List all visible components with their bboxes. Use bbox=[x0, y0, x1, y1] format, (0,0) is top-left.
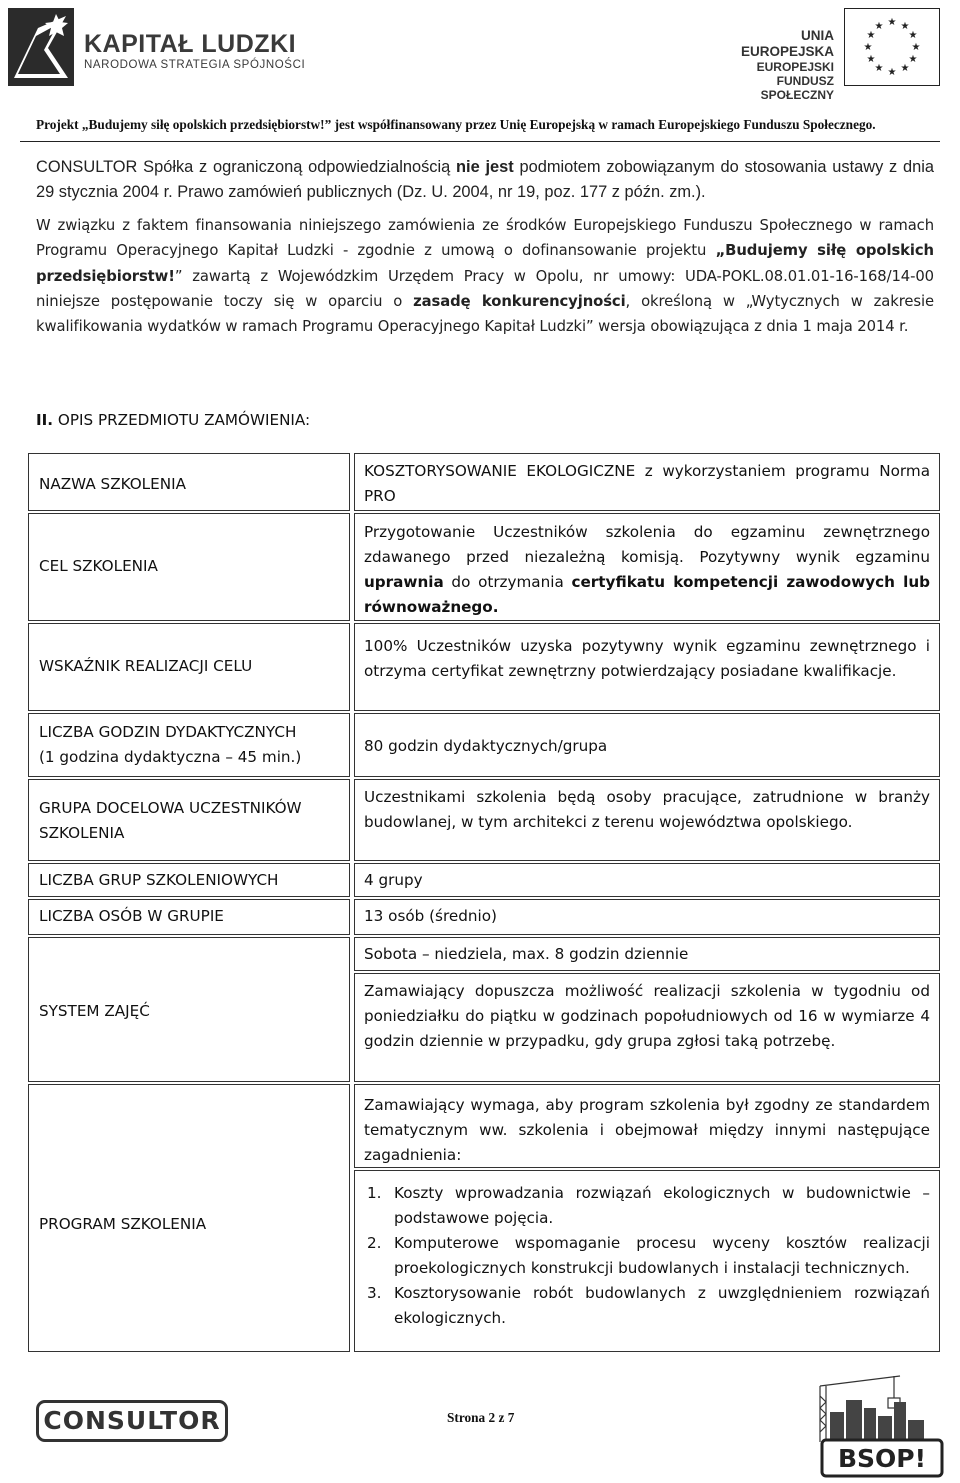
table-value-cell bbox=[354, 1084, 940, 1168]
table-row bbox=[28, 1084, 940, 1352]
table-value-cell bbox=[354, 899, 940, 935]
table-value-cell bbox=[354, 779, 940, 861]
svg-text:★: ★ bbox=[874, 63, 884, 74]
row-label: LICZBA GRUP SZKOLENIOWYCH bbox=[39, 871, 279, 889]
paragraph-funding bbox=[36, 213, 934, 339]
consultor-logo-text: CONSULTOR bbox=[43, 1406, 221, 1435]
row-value: 13 osób (średnio) bbox=[364, 907, 497, 925]
table-value-cell bbox=[354, 973, 940, 1082]
svg-text:★: ★ bbox=[908, 54, 918, 65]
r2-text-b: do otrzymania bbox=[443, 573, 572, 591]
table-row bbox=[28, 453, 940, 511]
table-label-cell bbox=[28, 623, 350, 711]
p1-text-b: podmiotem zobowiązanym do stosowania ustawy z dnia 29 stycznia 2004 r. Prawo zamówień publicznych (Dz. U. 2004, nr 19, poz. 177 z późn. zm.). bbox=[36, 158, 934, 202]
svg-text:★: ★ bbox=[866, 54, 876, 65]
table-label-cell bbox=[28, 779, 350, 861]
bsop-logo-text: BSOP! bbox=[837, 1444, 927, 1473]
list-item bbox=[364, 1181, 930, 1231]
kapital-ludzki-logo bbox=[8, 8, 74, 86]
section-heading bbox=[36, 411, 310, 429]
r2-bold-1: uprawnia bbox=[364, 573, 444, 591]
p1-bold: nie jest bbox=[456, 158, 514, 176]
table-value-cell bbox=[354, 623, 940, 711]
row-label: LICZBA OSÓB W GRUPIE bbox=[39, 907, 224, 925]
table-label-cell bbox=[28, 899, 350, 935]
r2-bold-2: certyfikatu kompetencji zawodowych lub równoważnego. bbox=[364, 573, 930, 616]
row-label: CEL SZKOLENIA bbox=[39, 557, 158, 575]
list-item-number: 3. bbox=[367, 1284, 382, 1302]
row-label: NAZWA SZKOLENIA bbox=[39, 475, 186, 493]
eu-line-1: UNIA EUROPEJSKA bbox=[740, 28, 834, 59]
r2-text-a: Przygotowanie Uczestników szkolenia do egzaminu zewnętrznego zdawanego przed niezależną komisją. Pozytywny wynik egzaminu bbox=[364, 523, 930, 566]
svg-text:★: ★ bbox=[866, 30, 876, 41]
row-value: 4 grupy bbox=[364, 871, 423, 889]
table-label-cell bbox=[28, 863, 350, 897]
svg-text:★: ★ bbox=[911, 42, 921, 53]
table-label-cell bbox=[28, 937, 350, 1082]
table-row bbox=[28, 863, 940, 897]
row-label-line-2: (1 godzina dydaktyczna – 45 min.) bbox=[39, 748, 302, 766]
svg-text:★: ★ bbox=[887, 17, 897, 28]
row-label: GRUPA DOCELOWA UCZESTNIKÓW SZKOLENIA bbox=[39, 799, 302, 842]
table-value-cell bbox=[354, 453, 940, 511]
paragraph-legal-status bbox=[36, 155, 934, 206]
table-label-cell bbox=[28, 713, 350, 777]
table-value-cell bbox=[354, 1170, 940, 1352]
table-value-cell bbox=[354, 937, 940, 971]
p2-text-b: ” zawartą z Wojewódzkim Urzędem Pracy w Opolu, nr umowy: UDA-POKL.08.01.01-16-168/14-00 niniejsze postępowanie toczy się w oparciu o bbox=[36, 267, 934, 310]
kapital-ludzki-subtitle: NARODOWA STRATEGIA SPÓJNOŚCI bbox=[84, 59, 306, 71]
kapital-ludzki-title: KAPITAŁ LUDZKI bbox=[84, 30, 297, 58]
svg-text:★: ★ bbox=[900, 21, 910, 32]
p2-text-a: W związku z faktem finansowania niniejszego zamówienia ze środków Europejskiego Funduszu Społecznego w ramach Programu Operacyjnego Kapitał Ludzki - zgodnie z umową o dofinansowanie projektu bbox=[36, 217, 934, 260]
p2-bold-project: „Budujemy siłę opolskich przedsiębiorstw! bbox=[36, 242, 934, 285]
table-row bbox=[28, 623, 940, 711]
table-value-cell bbox=[354, 513, 940, 621]
p2-text-c: , określoną w „Wytycznych w zakresie kwalifikowania wydatków w ramach Programu Operacyjnego Kapitał Ludzki” wersja obowiązująca z dnia 1 maja 2014 r. bbox=[36, 292, 934, 336]
list-item-text: Komputerowe wspomaganie procesu wyceny kosztów realizacji proekologicznych konstrukcji budowlanych i instalacji technicznych. bbox=[394, 1234, 930, 1277]
row-label bbox=[39, 720, 341, 770]
svg-text:★: ★ bbox=[874, 21, 884, 32]
row-value: 100% Uczestników uzyska pozytywny wynik egzaminu zewnętrznego i otrzyma certyfikat zewnętrzny potwierdzający posiadane kwalifikacje. bbox=[364, 637, 930, 680]
page-header bbox=[0, 0, 960, 132]
list-item-text: Koszty wprowadzania rozwiązań ekologicznych w budownictwie – podstawowe pojęcia. bbox=[394, 1184, 930, 1227]
table-row bbox=[28, 779, 940, 861]
table-value-cell bbox=[354, 863, 940, 897]
kapital-ludzki-text bbox=[84, 30, 305, 72]
row-value-schedule: Sobota – niedziela, max. 8 godzin dziennie bbox=[364, 945, 689, 963]
table-label-cell bbox=[28, 513, 350, 621]
table-row bbox=[28, 899, 940, 935]
svg-text:★: ★ bbox=[887, 67, 897, 78]
topics-list bbox=[364, 1181, 930, 1331]
eu-flag-logo bbox=[844, 8, 940, 86]
svg-text:★: ★ bbox=[908, 30, 918, 41]
section-number: II. bbox=[36, 411, 54, 429]
table-row bbox=[28, 713, 940, 777]
row-label: PROGRAM SZKOLENIA bbox=[39, 1215, 207, 1233]
list-item-text: Kosztorysowanie robót budowlanych z uwzględnieniem rozwiązań ekologicznych. bbox=[394, 1284, 930, 1327]
header-divider bbox=[20, 141, 940, 142]
row-value: KOSZTORYSOWANIE EKOLOGICZNE z wykorzystaniem programu Norma PRO bbox=[364, 462, 930, 505]
p2-bold-rule: zasadę konkurencyjności bbox=[413, 292, 626, 310]
table-row bbox=[28, 513, 940, 621]
eu-text bbox=[706, 28, 834, 102]
row-value-program-intro: Zamawiający wymaga, aby program szkolenia był zgodny ze standardem tematycznym ww. szkolenia i obejmował między innymi następujące zagadnienia: bbox=[364, 1096, 930, 1164]
list-item bbox=[364, 1231, 930, 1281]
table-label-cell bbox=[28, 1084, 350, 1352]
eu-line-3: FUNDUSZ SPOŁECZNY bbox=[760, 74, 834, 102]
row-value bbox=[364, 520, 930, 620]
row-label-line-1: LICZBA GODZIN DYDAKTYCZNYCH bbox=[39, 723, 297, 741]
svg-text:★: ★ bbox=[863, 42, 873, 53]
eu-line-2: EUROPEJSKI bbox=[756, 60, 834, 74]
row-label: SYSTEM ZAJĘĆ bbox=[39, 1002, 150, 1020]
list-item bbox=[364, 1281, 930, 1331]
row-value: Uczestnikami szkolenia będą osoby pracujące, zatrudnione w branży budowlanej, w tym architekci z terenu województwa opolskiego. bbox=[364, 788, 930, 831]
table-value-cell bbox=[354, 713, 940, 777]
list-item-number: 1. bbox=[367, 1184, 382, 1202]
svg-text:★: ★ bbox=[900, 63, 910, 74]
consultor-logo bbox=[36, 1400, 228, 1442]
page-number: Strona 2 z 7 bbox=[447, 1410, 515, 1425]
section-title: OPIS PRZEDMIOTU ZAMÓWIENIA: bbox=[53, 411, 311, 429]
program-topics-list bbox=[364, 1181, 930, 1331]
table-label-cell bbox=[28, 453, 350, 511]
row-label: WSKAŹNIK REALIZACJI CELU bbox=[39, 657, 253, 675]
list-item-number: 2. bbox=[367, 1234, 382, 1252]
row-value: 80 godzin dydaktycznych/grupa bbox=[364, 737, 608, 755]
row-value-weekday-option: Zamawiający dopuszcza możliwość realizacji szkolenia w tygodniu od poniedziałku do piątku w godzinach popołudniowych od 16 w wymiarze 4 godzin dziennie w przypadku, gdy grupa zgłosi taką potrzebę. bbox=[364, 982, 930, 1050]
p1-text-a: CONSULTOR Spółka z ograniczoną odpowiedzialnością bbox=[36, 158, 456, 176]
table-row bbox=[28, 937, 940, 1082]
project-statement: Projekt „Budujemy siłę opolskich przedsiębiorstw!” jest współfinansowany przez Unię Europejską w ramach Europejskiego Funduszu Społecznego. bbox=[36, 117, 876, 132]
